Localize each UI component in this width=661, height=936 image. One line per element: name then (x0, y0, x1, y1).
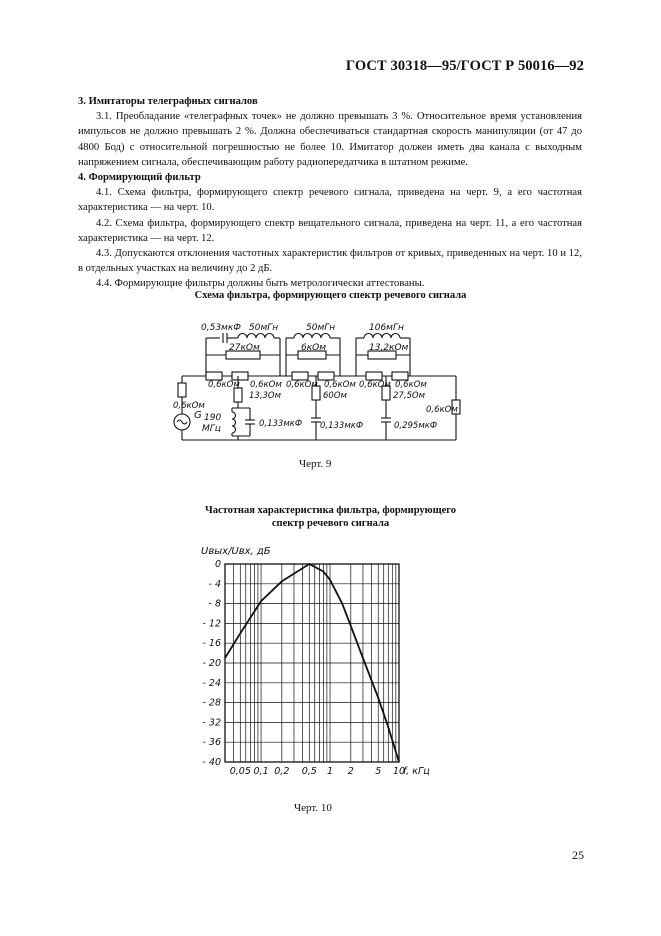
section-3-heading: 3. Имитаторы телеграфных сигналов (78, 96, 258, 107)
label-r-sh2: 60Ом (323, 391, 347, 401)
x-tick-label: 10 (392, 766, 406, 777)
label-lc-freq2: МГц (202, 424, 221, 434)
paragraph-3-1: 3.1. Преобладание «телеграфных точек» не должно превышать 3 %. Относительное время установления импульсов не должно превышать 2 %. Должна обеспечиваться стандартная скорость манипуляции (от 47 до 4800 Бод) с относительной погрешностью не более 10. Имитатор должен иметь два канала с выходным напряжением сигнала, обеспечивающим работу радиопередатчика в штатном режиме. (78, 111, 582, 168)
label-r-in: 0,6кОм (173, 401, 205, 411)
y-tick-label: - 20 (202, 658, 221, 669)
label-l3: 106мГн (369, 323, 404, 333)
label-r-s4: 0,6кОм (324, 380, 356, 390)
paragraph-4-3: 4.3. Допускаются отклонения частотных характеристик фильтров от кривых, приведенных на черт. 10 и 12, в отдельных участках на величину до 2 дБ. (78, 248, 582, 275)
label-l2: 50мГн (306, 323, 336, 333)
label-r-par3: 13,2кОм (369, 343, 409, 353)
y-tick-label: - 12 (202, 618, 221, 630)
y-tick-label: - 32 (202, 717, 221, 729)
paragraph-4-2: 4.2. Схема фильтра, формирующего спектр вещательного сигнала, приведена на черт. 11, а его частотная характеристика — на черт. 12. (78, 217, 582, 244)
label-r-s5: 0,6кОм (359, 380, 391, 390)
figure-9-caption: Черт. 9 (299, 458, 332, 470)
y-tick-label: - 16 (202, 638, 221, 650)
label-r-s1: 0,6кОм (208, 380, 240, 390)
label-c2: 0,133мкФ (259, 419, 303, 429)
label-c1: 0,53мкФ (201, 323, 242, 333)
y-tick-label: - 28 (202, 697, 221, 709)
paragraph-4-4: 4.4. Формирующие фильтры должны быть метрологически аттестованы. (96, 278, 425, 290)
page-number: 25 (572, 848, 584, 862)
label-r-s6: 0,6кОм (395, 380, 427, 390)
body-text (78, 94, 582, 292)
x-axis-label: f, кГц (403, 766, 430, 777)
label-c4: 0,295мкФ (394, 421, 438, 431)
label-lc-freq1: 190 (204, 413, 222, 423)
label-r-out: 0,6кОм (426, 405, 458, 415)
x-tick-label: 0,1 (253, 766, 269, 777)
x-tick-label: 2 (347, 766, 354, 777)
y-tick-label: - 36 (202, 737, 221, 749)
x-tick-label: 0,5 (301, 766, 317, 777)
label-r-s3: 0,6кОм (286, 380, 318, 390)
y-tick-label: - 40 (202, 757, 221, 768)
label-r-sh3: 27,5Ом (393, 391, 426, 401)
x-tick-label: 0,05 (229, 766, 251, 777)
figure-10-caption: Черт. 10 (294, 802, 332, 814)
figure-10-title-line1: Частотная характеристика фильтра, формирующего (205, 505, 456, 516)
figure-10-title-line2: спектр речевого сигнала (271, 518, 390, 529)
label-r-par1: 27кОм (229, 343, 260, 353)
filter-circuit-diagram (170, 316, 470, 444)
label-l1: 50мГн (249, 323, 279, 333)
paragraph-4-1: 4.1. Схема фильтра, формирующего спектр речевого сигнала, приведена на черт. 9, а его частотная характеристика — на черт. 10. (78, 187, 582, 214)
label-r-par2: 6кОм (301, 343, 327, 353)
document-header: ГОСТ 30318—95/ГОСТ Р 50016—92 (345, 58, 584, 74)
figure-9-title: Схема фильтра, формирующего спектр речевого сигнала (194, 290, 467, 301)
section-4-heading: 4. Формирующий фильтр (78, 172, 201, 184)
x-tick-label: 0,2 (274, 766, 290, 777)
y-tick-label: - 24 (202, 677, 221, 689)
label-r-s2: 0,6кОм (250, 380, 282, 390)
y-tick-label: - 4 (208, 578, 221, 590)
label-c3: 0,133мкФ (320, 421, 364, 431)
x-tick-label: 1 (327, 766, 334, 777)
frequency-response-chart (195, 540, 435, 785)
x-tick-label: 5 (375, 766, 382, 777)
y-tick-label: 0 (214, 559, 221, 570)
label-generator: G (194, 410, 202, 421)
y-axis-label: Uвых/Uвх, дБ (201, 546, 271, 557)
y-tick-label: - 8 (208, 598, 221, 610)
label-r-sh1: 13,3Ом (249, 391, 282, 401)
